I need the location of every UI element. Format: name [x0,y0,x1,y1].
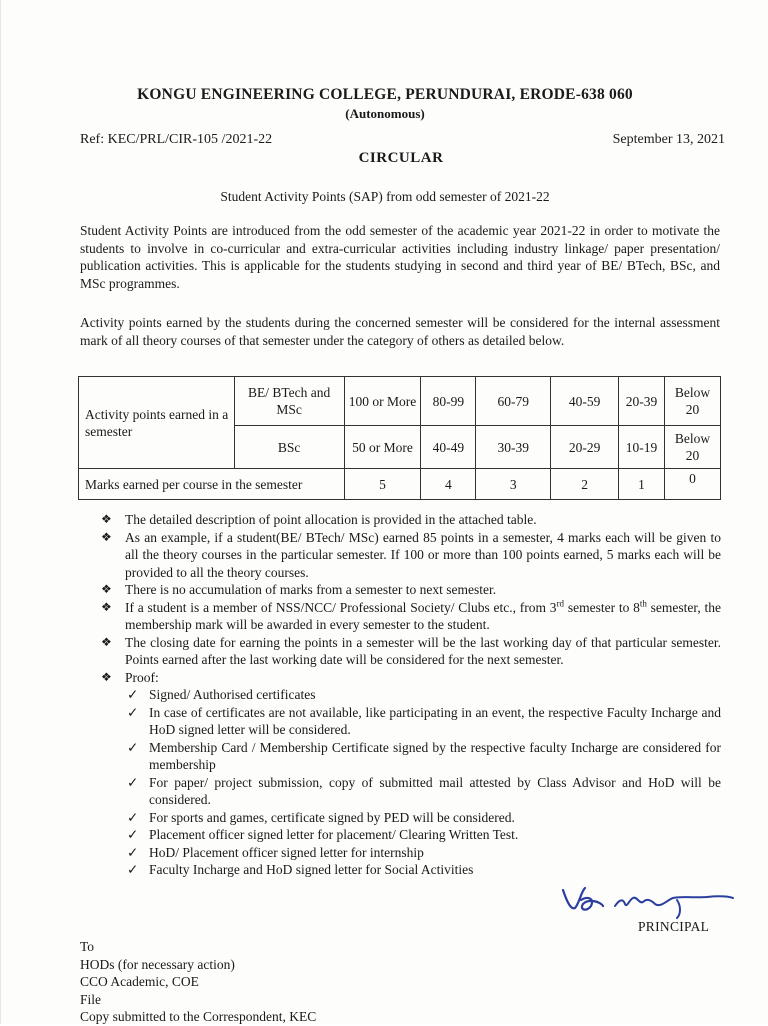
table-cell: 20-29 [551,426,619,469]
list-item [125,739,721,774]
ordinal-suffix: rd [556,598,565,608]
list-item [125,861,721,879]
rule-text-part: semester, the membership mark will be awarded in every semester to the student. [125,599,722,632]
rule-text [125,600,721,633]
reference-number: Ref: KEC/PRL/CIR-105 /2021-22 [80,132,273,147]
checkmark-icon: ✓ [127,862,139,877]
list-item [125,686,721,704]
row-header-activity-points: Activity points earned in a semester [79,377,235,469]
table-cell: 20-39 [619,377,665,426]
table-row [79,469,721,500]
table-cell: 80-99 [421,377,476,426]
proof-label: Proof: [125,669,159,685]
list-item [101,581,721,599]
distribution-heading: To [80,939,95,954]
proof-text: Membership Card / Membership Certificate signed by the respective faculty Incharge are considered for membership [149,739,721,772]
table-cell: 0 [664,469,720,500]
list-item [125,826,721,844]
list-item [101,529,721,582]
checkmark-icon: ✓ [127,687,139,702]
proof-text: Faculty Incharge and HoD signed letter for Social Activities [149,862,474,877]
table-cell: Below 20 [664,377,720,426]
diamond-bullet-icon: ❖ [101,512,112,526]
table-cell: 2 [551,469,619,500]
distribution-item: CCO Academic, COE [80,974,199,989]
list-item [101,634,721,669]
table-cell: 40-59 [551,377,619,426]
college-name: KONGU ENGINEERING COLLEGE, PERUNDURAI, ERODE-638 060 [137,86,633,103]
diamond-bullet-icon: ❖ [101,582,112,596]
diamond-bullet-icon: ❖ [101,599,112,614]
list-item [125,704,721,739]
checkmark-icon: ✓ [127,739,139,755]
checkmark-icon: ✓ [127,844,139,860]
college-status: (Autonomous) [345,106,425,121]
rule-text: As an example, if a student(BE/ BTech/ MSc) earned 85 points in a semester, 4 marks each will be given to all the theory courses in the particular semester. If 100 or more than 100 points earned, 5 marks each will be provided to all the theory courses. [125,529,721,580]
table-cell: 4 [421,469,476,500]
proof-text: HoD/ Placement officer signed letter for internship [149,844,424,860]
table-cell: 1 [619,469,665,500]
checkmark-icon: ✓ [127,827,139,842]
rule-text: There is no accumulation of marks from a semester to next semester. [125,582,497,597]
proof-text: Placement officer signed letter for placement/ Clearing Written Test. [149,827,519,842]
checkmark-icon: ✓ [127,774,139,790]
list-item [101,599,721,634]
list-item [101,669,721,879]
marks-row-label: Marks earned per course in the semester [79,469,345,500]
proof-text: Signed/ Authorised certificates [149,687,316,702]
activity-points-table [78,376,721,500]
proof-text: For paper/ project submission, copy of submitted mail attested by Class Advisor and HoD will be considered. [149,774,721,807]
ordinal-suffix: th [639,598,647,608]
programme-label-be: BE/ BTech and MSc [234,377,344,426]
table-cell: 10-19 [619,426,665,469]
rule-text: The closing date for earning the points in a semester will be the last working day of that particular semester. Points earned after the last working date will be considered for the next semester. [125,634,721,667]
diamond-bullet-icon: ❖ [101,529,112,544]
rule-text-part: If a student is a member of NSS/NCC/ Professional Society/ Clubs etc., from 3 [125,599,557,615]
list-item [101,511,721,529]
table-cell: 50 or More [344,426,421,469]
table-cell: 100 or More [344,377,421,426]
table-cell: 5 [344,469,421,500]
assessment-paragraph: Activity points earned by the students during the concerned semester will be considered for the internal assessment mark of all theory courses of that semester under the category of others as detailed below. [80,315,720,348]
subject-line: Student Activity Points (SAP) from odd semester of 2021-22 [220,189,550,204]
table-cell: 30-39 [476,426,551,469]
document-type-heading: CIRCULAR [358,150,444,166]
diamond-bullet-icon: ❖ [101,634,112,649]
distribution-item: Copy submitted to the Correspondent, KEC [80,1009,317,1024]
intro-paragraph: Student Activity Points are introduced from the odd semester of the academic year 2021-22 in order to motivate the students to involve in co-curricular and extra-curricular activities including industry linkage/ paper presentation/ publication activities. This is applicable for the students studying in second and third year of BE/ BTech, BSc, and MSc programmes. [80,223,720,291]
checkmark-icon: ✓ [127,704,139,720]
rule-text: The detailed description of point allocation is provided in the attached table. [125,512,537,527]
distribution-item: File [80,991,102,1007]
table-cell: 60-79 [476,377,551,426]
programme-label-bsc: BSc [234,426,344,469]
list-item [125,809,721,827]
diamond-bullet-icon: ❖ [101,669,112,684]
table-row [79,377,721,426]
table-cell: 3 [476,469,551,500]
circular-date: September 13, 2021 [612,132,725,147]
distribution-block [80,938,316,1026]
principal-signature [557,880,737,920]
list-item [125,774,721,809]
proof-text: For sports and games, certificate signed by PED will be considered. [149,809,515,825]
rules-list [101,511,721,879]
list-item [125,844,721,862]
table-cell: Below 20 [664,426,720,469]
checkmark-icon: ✓ [127,809,139,825]
table-cell: 40-49 [421,426,476,469]
principal-designation: PRINCIPAL [638,919,710,934]
distribution-item: HODs (for necessary action) [80,956,235,972]
proof-text: In case of certificates are not available, like participating in an event, the respective Faculty Incharge and HoD signed letter will be considered. [149,704,721,737]
proof-list [125,686,721,879]
rule-text-part: semester to 8 [564,599,640,615]
